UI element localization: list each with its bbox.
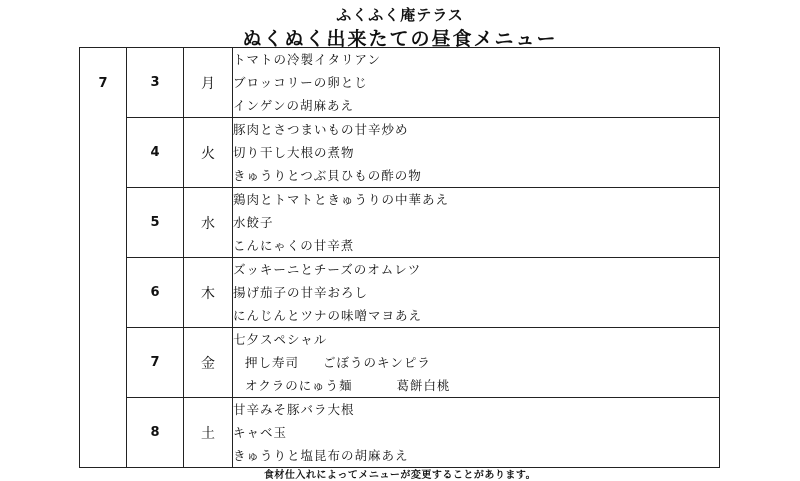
dishes-cell bbox=[233, 118, 720, 188]
day-cell bbox=[127, 258, 184, 328]
dish-item: キャベ玉 bbox=[233, 425, 288, 440]
menu-row-day-7 bbox=[80, 328, 720, 398]
dishes-cell bbox=[233, 258, 720, 328]
dish-item: 豚肉とさつまいもの甘辛炒め bbox=[233, 122, 409, 137]
day-cell bbox=[127, 48, 184, 118]
weekday-label: 木 bbox=[201, 285, 215, 302]
menu-row-day-4 bbox=[80, 118, 720, 188]
dish-item: インゲンの胡麻あえ bbox=[233, 98, 355, 113]
dish-item: オクラのにゅう麺 bbox=[245, 378, 353, 393]
day-cell bbox=[127, 398, 184, 468]
weekday-cell bbox=[184, 118, 233, 188]
weekday-label: 水 bbox=[201, 215, 215, 232]
month-label: 7 bbox=[98, 76, 108, 91]
day-number: 5 bbox=[150, 215, 160, 230]
menu-row-day-5 bbox=[80, 188, 720, 258]
weekday-cell bbox=[184, 48, 233, 118]
weekday-cell bbox=[184, 328, 233, 398]
day-number: 3 bbox=[150, 75, 160, 90]
day-cell bbox=[127, 118, 184, 188]
dish-item: トマトの冷製イタリアン bbox=[233, 52, 382, 67]
weekday-label: 火 bbox=[201, 145, 215, 162]
weekday-label: 金 bbox=[201, 355, 215, 372]
weekday-cell bbox=[184, 398, 233, 468]
dishes-cell bbox=[233, 48, 720, 118]
day-number: 6 bbox=[150, 285, 160, 300]
day-cell bbox=[127, 328, 184, 398]
day-number: 8 bbox=[150, 425, 160, 440]
dish-item: ブロッコリーの卵とじ bbox=[233, 75, 368, 90]
dish-item: 葛餅白桃 bbox=[396, 378, 451, 393]
dishes-cell bbox=[233, 398, 720, 468]
weekday-cell bbox=[184, 258, 233, 328]
menu-row-day-8 bbox=[80, 398, 720, 468]
weekday-cell bbox=[184, 188, 233, 258]
dish-item: 水餃子 bbox=[233, 215, 274, 230]
dish-item: ごぼうのキンピラ bbox=[323, 355, 431, 370]
restaurant-title: ふくふく庵テラス bbox=[336, 6, 464, 24]
dish-item: きゅうりと塩昆布の胡麻あえ bbox=[233, 448, 409, 463]
dish-item: ズッキーニとチーズのオムレツ bbox=[233, 262, 422, 277]
dish-item: 切り干し大根の煮物 bbox=[233, 145, 355, 160]
dish-line bbox=[233, 374, 719, 397]
day-number: 7 bbox=[150, 355, 160, 370]
dish-item: 七夕スペシャル bbox=[233, 332, 328, 347]
menu-change-note: 食材仕入れによってメニューが変更することがあります。 bbox=[263, 470, 537, 481]
dishes-cell bbox=[233, 328, 720, 398]
dish-item: 押し寿司 bbox=[245, 355, 300, 370]
dish-item: 鶏肉とトマトときゅうりの中華あえ bbox=[233, 192, 450, 207]
menu-row-day-3 bbox=[80, 48, 720, 118]
lunch-menu-table bbox=[79, 47, 720, 468]
menu-subtitle: ぬくぬく出来たての昼食メニュー bbox=[242, 28, 558, 50]
weekday-label: 土 bbox=[201, 425, 215, 442]
dish-item: こんにゃくの甘辛煮 bbox=[233, 238, 355, 253]
dishes-cell bbox=[233, 188, 720, 258]
menu-row-day-6 bbox=[80, 258, 720, 328]
weekday-label: 月 bbox=[201, 75, 215, 92]
dish-item: きゅうりとつぶ貝ひもの酢の物 bbox=[233, 168, 422, 183]
dish-item: 揚げ茄子の甘辛おろし bbox=[233, 285, 369, 300]
dish-line bbox=[233, 351, 719, 374]
day-number: 4 bbox=[150, 145, 160, 160]
day-cell bbox=[127, 188, 184, 258]
dish-item: 甘辛みそ豚バラ大根 bbox=[233, 402, 355, 417]
dish-item: にんじんとツナの味噌マヨあえ bbox=[233, 308, 423, 323]
month-cell bbox=[80, 48, 127, 468]
